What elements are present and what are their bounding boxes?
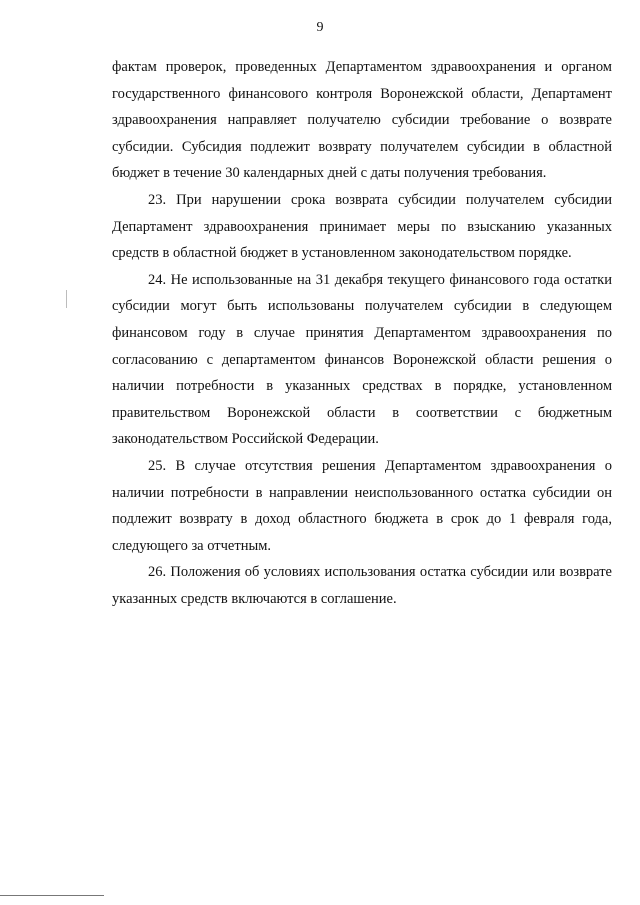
paragraph-23: 23. При нарушении срока возврата субсидии получателем субсидии Департамент здравоохранения принимает меры по взысканию указанных средств в областной бюджет в установленном законодательством порядке. [112, 191, 612, 262]
footer-divider [0, 895, 104, 896]
paragraph-continuation: фактам проверок, проведенных Департаментом здравоохранения и органом государственного финансового контроля Воронежской области, Департамент здравоохранения направляет получателю субсидии требование о возврате субсидии. Субсидия подлежит возврату получателем субсидии в областной бюджет в течение 30 календарных дней с даты получения требования. [112, 59, 612, 182]
margin-mark [66, 290, 67, 308]
paragraph-24: 24. Не использованные на 31 декабря текущего финансового года остатки субсидии могут быть использованы получателем субсидии в следующем финансовом году в случае принятия Департаментом здравоохранения по согласованию с департаментом финансов Воронежской области решения о наличии потребности в указанных средствах в порядке, установленном правительством Воронежской области в соответствии с бюджетным законодательством Российской Федерации. [112, 271, 612, 448]
document-body [112, 54, 612, 612]
paragraph-25: 25. В случае отсутствия решения Департаментом здравоохранения о наличии потребности в направлении неиспользованного остатка субсидии он подлежит возврату в доход областного бюджета в срок до 1 февраля года, следующего за отчетным. [112, 457, 612, 554]
page-number: 9 [316, 20, 324, 35]
paragraph-26: 26. Положения об условиях использования остатка субсидии или возврате указанных средств включаются в соглашение. [112, 564, 612, 607]
